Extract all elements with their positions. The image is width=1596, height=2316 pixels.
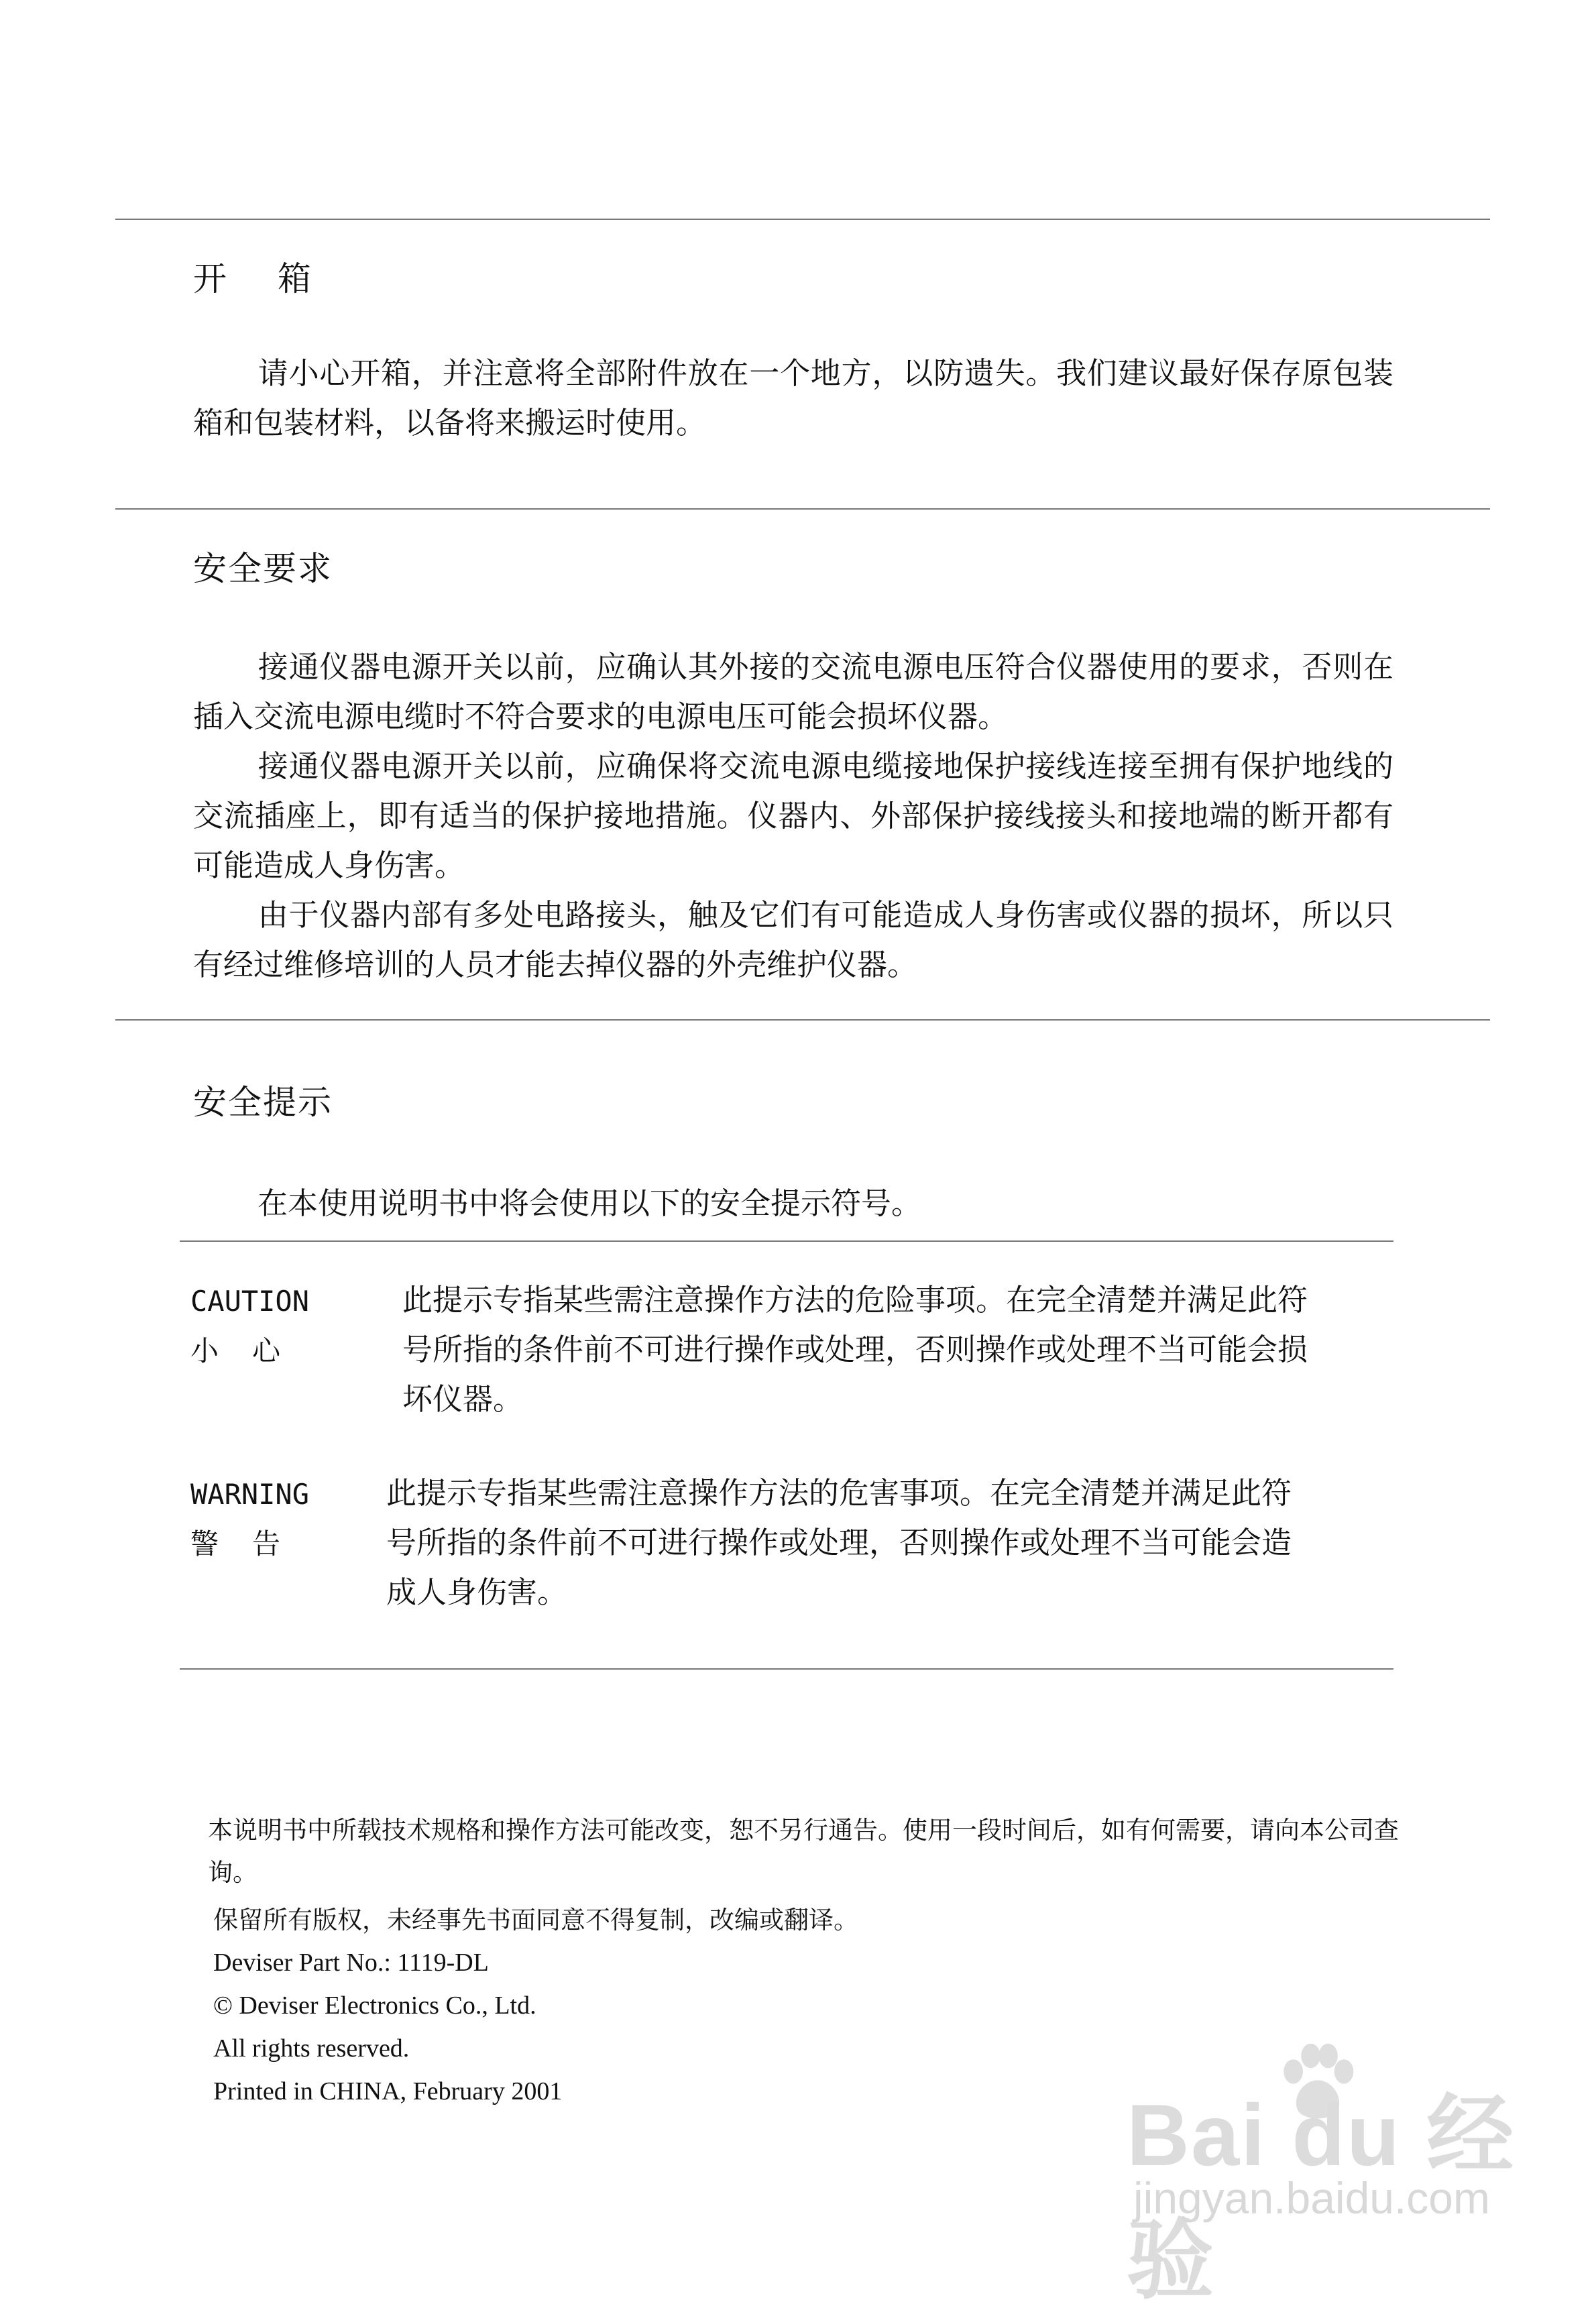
unpacking-heading: 开 箱 [193,259,331,298]
caution-label [190,1277,314,1376]
caution-description [402,1275,1308,1424]
safety-notes-intro: 在本使用说明书中将会使用以下的安全提示符号。 [258,1185,922,1221]
safety-requirement-paragraph-2: 接通仪器电源开关以前，应确保将交流电源电缆接地保护接线连接至拥有保护地线的交流插座上，即有适当的保护接地措施。仪器内、外部保护接线接头和接地端的断开都有可能造成人身伤害。 [193,748,1393,883]
warning-line-2: 号所指的条件前不可进行操作或处理，否则操作或处理不当可能会造 [386,1525,1292,1560]
safety-requirement-paragraph-1: 接通仪器电源开关以前，应确认其外接的交流电源电压符合仪器使用的要求，否则在插入交流电源电缆时不符合要求的电源电压可能会损坏仪器。 [193,649,1393,734]
footer-copyright-cn: 保留所有版权，未经事先书面同意不得复制，改编或翻译。 [213,1906,858,1934]
caution-label-en: CAUTION [190,1285,310,1318]
footer-company: © Deviser Electronics Co., Ltd. [213,1991,536,2020]
footer-rights: All rights reserved. [213,2034,410,2063]
safety-requirements-heading: 安全要求 [193,549,333,588]
safety-requirements-divider [115,508,1490,510]
warning-label-cn: 警告 [190,1527,315,1560]
warning-line-1: 此提示专指某些需注意操作方法的危害事项。在完全清楚并满足此符 [386,1475,1292,1511]
caution-line-3: 坏仪器。 [402,1381,524,1417]
caution-line-2: 号所指的条件前不可进行操作或处理，否则操作或处理不当可能会损 [402,1332,1308,1367]
warning-description [386,1468,1292,1617]
warning-label [190,1470,314,1569]
warning-line-3: 成人身伤害。 [386,1574,568,1610]
symbols-table-bottom-rule [180,1668,1393,1670]
safety-notes-divider [115,1019,1490,1021]
warning-label-en: WARNING [190,1478,310,1511]
baidu-watermark-logo: Bai du 经验 [1127,2086,1516,2309]
safety-notes-heading: 安全提示 [193,1083,333,1122]
unpacking-paragraph: 请小心开箱，并注意将全部附件放在一个地方，以防遗失。我们建议最好保存原包装箱和包装材料，以备将来搬运时使用。 [193,355,1393,441]
caution-label-cn: 小心 [190,1334,315,1367]
safety-requirement-paragraph-3: 由于仪器内部有多处电路接头，触及它们有可能造成人身伤害或仪器的损坏，所以只有经过维修培训的人员才能去掉仪器的外壳维护仪器。 [193,897,1393,982]
footer-part-number: Deviser Part No.: 1119-DL [213,1949,489,1977]
footer-printed: Printed in CHINA, February 2001 [213,2077,563,2105]
baidu-watermark-url: jingyan.baidu.com [1133,2173,1490,2223]
symbols-table-top-rule [180,1240,1393,1242]
caution-line-1: 此提示专指某些需注意操作方法的危险事项。在完全清楚并满足此符 [402,1282,1308,1318]
footer-change-notice: 本说明书中所载技术规格和操作方法可能改变，恕不另行通告。使用一段时间后，如有何需要，请向本公司查询。 [208,1816,1399,1887]
top-divider [115,219,1490,220]
